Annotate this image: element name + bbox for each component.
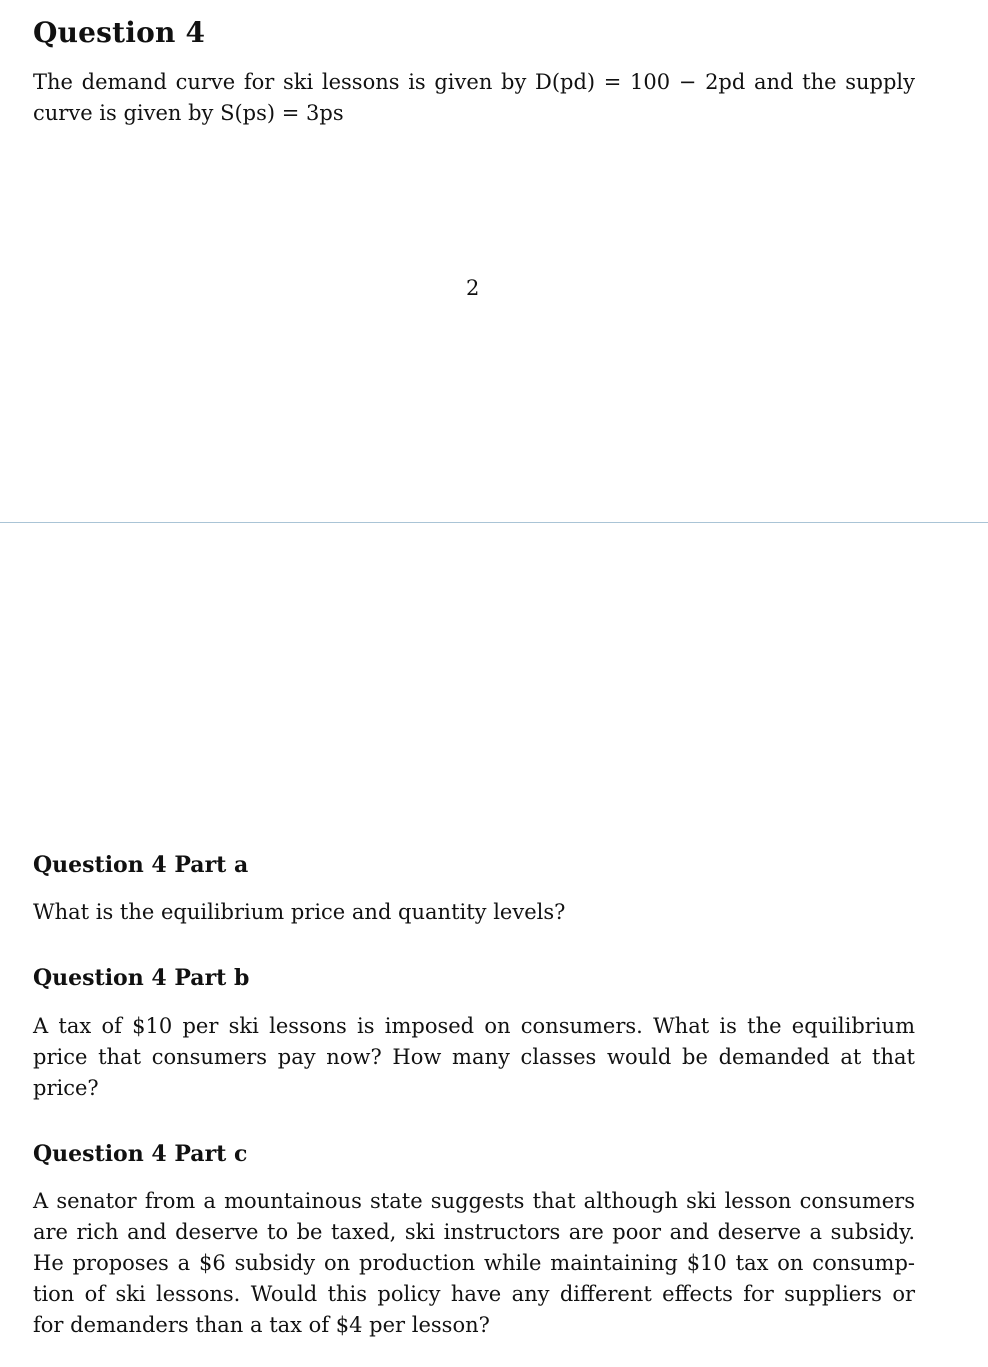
page-number: 2 (466, 276, 480, 300)
part-a-line: What is the equilibrium price and quantity levels? (33, 900, 566, 924)
question-intro (33, 67, 915, 129)
part-b-title: Question 4 Part b (33, 965, 250, 991)
part-b-line: price? (33, 1076, 99, 1100)
part-c-line: A senator from a mountainous state suggests that although ski lesson consumers (33, 1189, 915, 1213)
question-intro-line-1: The demand curve for ski lessons is given by D(pd) = 100 − 2pd and the supply (33, 70, 915, 94)
part-c-line: tion of ski lessons. Would this policy have any different effects for suppliers or (33, 1282, 915, 1306)
question-intro-line-2: curve is given by S(ps) = 3ps (33, 101, 344, 125)
part-c-line: are rich and deserve to be taxed, ski instructors are poor and deserve a subsidy. (33, 1220, 915, 1244)
part-a-text (33, 897, 915, 928)
page-divider (0, 522, 988, 523)
part-b-line: A tax of $10 per ski lessons is imposed on consumers. What is the equilibrium (33, 1014, 915, 1038)
part-b-text (33, 1011, 915, 1104)
part-c-title: Question 4 Part c (33, 1141, 248, 1167)
part-c-text (33, 1186, 915, 1341)
part-b-line: price that consumers pay now? How many classes would be demanded at that (33, 1045, 915, 1069)
question-title: Question 4 (33, 16, 206, 49)
part-a-title: Question 4 Part a (33, 852, 249, 878)
part-c-line: He proposes a $6 subsidy on production while maintaining $10 tax on consump- (33, 1251, 915, 1275)
part-c-line: for demanders than a tax of $4 per lesson? (33, 1313, 490, 1337)
